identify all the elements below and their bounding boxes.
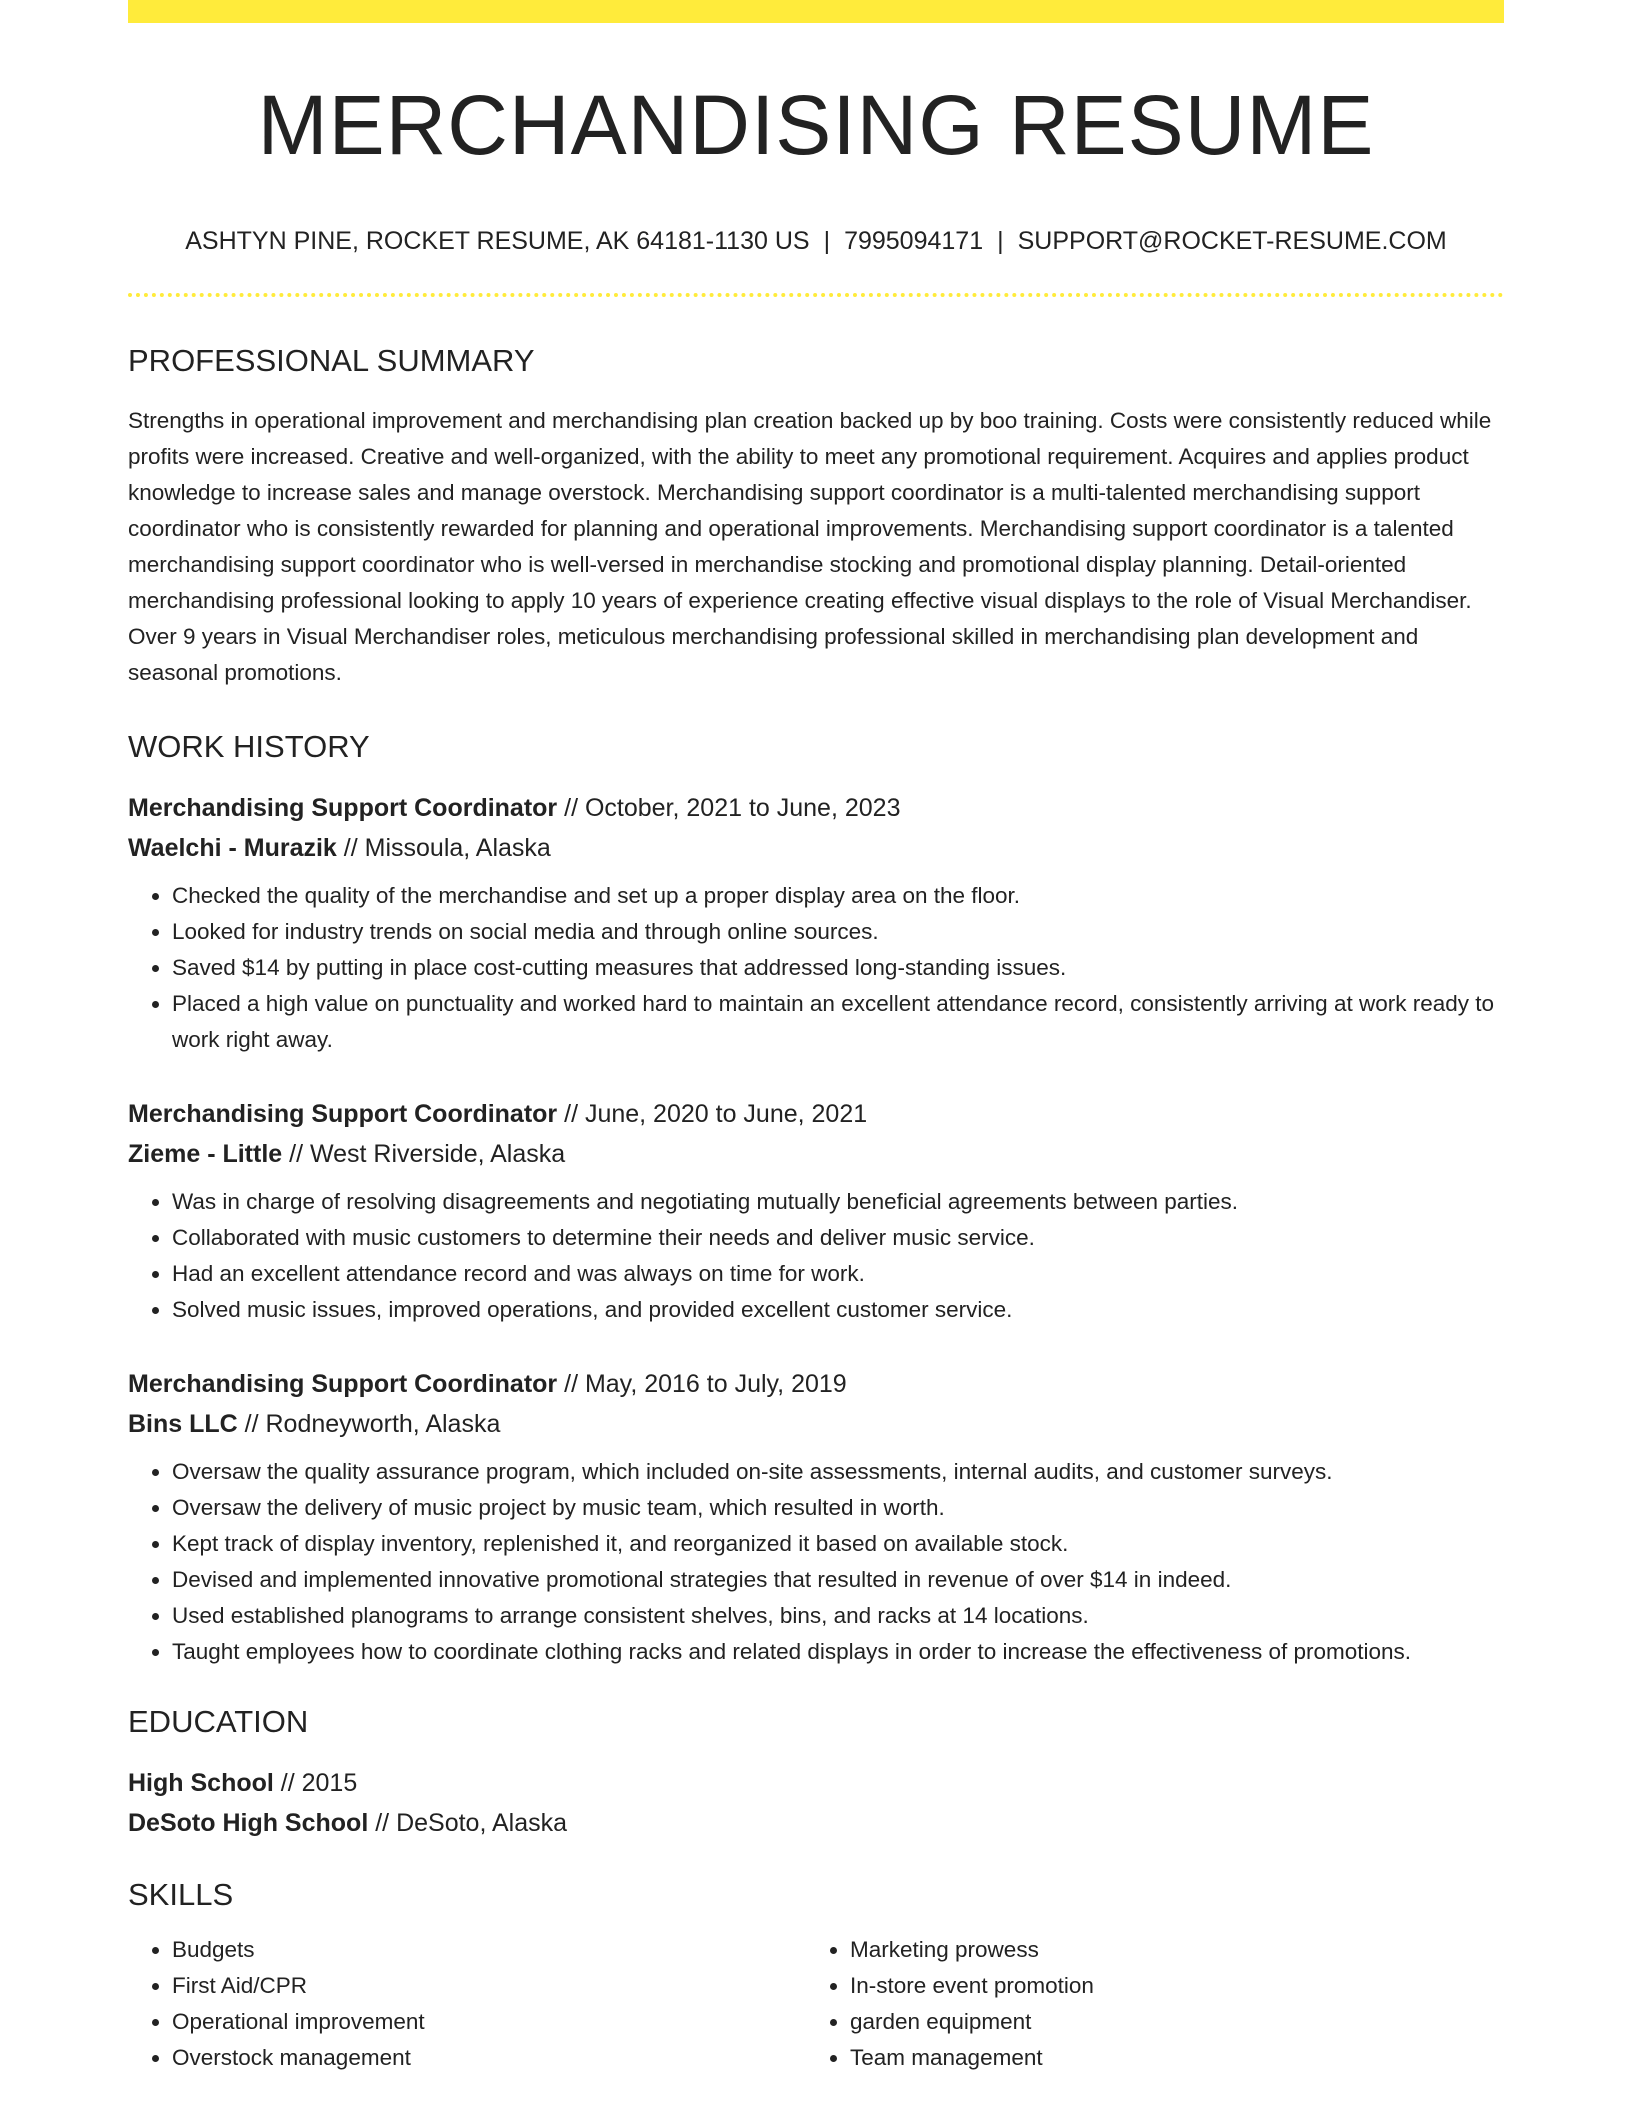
education-school-line [128, 1803, 1504, 1843]
job-dates: // June, 2020 to June, 2021 [557, 1100, 868, 1128]
job-company: Zieme - Little [128, 1140, 283, 1168]
summary-heading: PROFESSIONAL SUMMARY [128, 343, 535, 378]
job-bullet: • Was in charge of resolving disagreements and negotiating mutually beneficial agreements between parties. [172, 1184, 1504, 1220]
skill-item: • Marketing prowess [850, 1932, 1484, 1968]
contact-separator: | [823, 227, 831, 255]
skill-item: • Overstock management [172, 2040, 806, 2076]
job-dates: // May, 2016 to July, 2019 [557, 1370, 847, 1398]
job-bullet: • Placed a high value on punctuality and worked hard to maintain an excellent attendance record, consistently arriving at work ready to work right away. [172, 986, 1504, 1058]
job-company: Waelchi - Murazik [128, 834, 337, 862]
skill-item: • In-store event promotion [850, 1968, 1484, 2004]
job-company-line [128, 1134, 1504, 1174]
job-bullet: • Saved $14 by putting in place cost-cutting measures that addressed long-standing issues. [172, 950, 1504, 986]
skills-heading: SKILLS [128, 1877, 234, 1912]
education-year: // 2015 [273, 1769, 358, 1797]
job-title: Merchandising Support Coordinator [128, 1100, 558, 1128]
job-bullet: • Had an excellent attendance record and was always on time for work. [172, 1256, 1504, 1292]
job-entry [128, 788, 1504, 1058]
job-bullet: • Collaborated with music customers to determine their needs and deliver music service. [172, 1220, 1504, 1256]
skill-item: • garden equipment [850, 2004, 1484, 2040]
education-degree: High School [128, 1769, 274, 1797]
job-bullet: • Solved music issues, improved operations, and provided excellent customer service. [172, 1292, 1504, 1328]
contact-line [128, 229, 1504, 254]
job-title: Merchandising Support Coordinator [128, 794, 558, 822]
contact-address: ASHTYN PINE, ROCKET RESUME, AK 64181-1130 US [185, 227, 810, 255]
job-bullet: • Taught employees how to coordinate clothing racks and related displays in order to increase the effectiveness of promotions. [172, 1634, 1504, 1670]
job-company: Bins LLC [128, 1410, 238, 1438]
contact-email: SUPPORT@ROCKET-RESUME.COM [1017, 227, 1447, 255]
education-location: // DeSoto, Alaska [368, 1809, 567, 1837]
job-dates: // October, 2021 to June, 2023 [557, 794, 901, 822]
job-bullet: • Used established planograms to arrange consistent shelves, bins, and racks at 14 locations. [172, 1598, 1504, 1634]
work-history-list [128, 788, 1504, 1670]
education-heading: EDUCATION [128, 1704, 309, 1739]
summary-text: Strengths in operational improvement and merchandising plan creation backed up by boo training. Costs were consistently reduced while profits were increased. Creative and well-organized, with the ability to meet any promotional requirement. Acquires and applies product knowledge to increase sales and manage overstock. Merchandising support coordinator is a multi-talented merchandising support coordinator who is consistently rewarded for planning and operational improvements. Merchandising support coordinator is a talented merchandising support coordinator who is well-versed in merchandise stocking and promotional display planning. Detail-oriented merchandising professional looking to apply 10 years of experience creating effective visual displays to the role of Visual Merchandiser. Over 9 years in Visual Merchandiser roles, meticulous merchandising professional skilled in merchandising plan development and seasonal promotions. [128, 408, 1492, 685]
education-school: DeSoto High School [128, 1809, 369, 1837]
skill-item: • Operational improvement [172, 2004, 806, 2040]
work-history-heading: WORK HISTORY [128, 729, 370, 764]
job-location: // West Riverside, Alaska [282, 1140, 566, 1168]
job-location: // Missoula, Alaska [336, 834, 551, 862]
skills-column-right [806, 1932, 1484, 2076]
job-company-line [128, 828, 1504, 868]
job-location: // Rodneyworth, Alaska [237, 1410, 501, 1438]
job-bullets [128, 878, 1504, 1058]
skills-grid [128, 1932, 1504, 2076]
job-title-line [128, 1094, 1504, 1134]
job-bullet: • Oversaw the quality assurance program, which included on-site assessments, internal audits, and customer surveys. [172, 1454, 1504, 1490]
job-bullet: • Looked for industry trends on social media and through online sources. [172, 914, 1504, 950]
job-entry [128, 1364, 1504, 1670]
job-title: Merchandising Support Coordinator [128, 1370, 558, 1398]
job-entry [128, 1094, 1504, 1328]
skill-item: • First Aid/CPR [172, 1968, 806, 2004]
resume-title: MERCHANDISING RESUME [257, 78, 1375, 172]
job-company-line [128, 1404, 1504, 1444]
header-divider [128, 293, 1504, 297]
education-degree-line [128, 1763, 1504, 1803]
resume-page [128, 0, 1504, 2076]
skills-column-left [128, 1932, 806, 2076]
skill-item: • Budgets [172, 1932, 806, 1968]
job-bullet: • Kept track of display inventory, replenished it, and reorganized it based on available stock. [172, 1526, 1504, 1562]
job-bullets [128, 1454, 1504, 1670]
job-bullet: • Oversaw the delivery of music project by music team, which resulted in worth. [172, 1490, 1504, 1526]
education-entry [128, 1763, 1504, 1843]
job-title-line [128, 1364, 1504, 1404]
job-bullet: • Devised and implemented innovative promotional strategies that resulted in revenue of over $14 in indeed. [172, 1562, 1504, 1598]
contact-phone: 7995094171 [844, 227, 984, 255]
job-title-line [128, 788, 1504, 828]
job-bullet: • Checked the quality of the merchandise and set up a proper display area on the floor. [172, 878, 1504, 914]
top-accent-bar [128, 0, 1504, 23]
contact-separator: | [997, 227, 1004, 255]
job-bullets [128, 1184, 1504, 1328]
skill-item: • Team management [850, 2040, 1484, 2076]
